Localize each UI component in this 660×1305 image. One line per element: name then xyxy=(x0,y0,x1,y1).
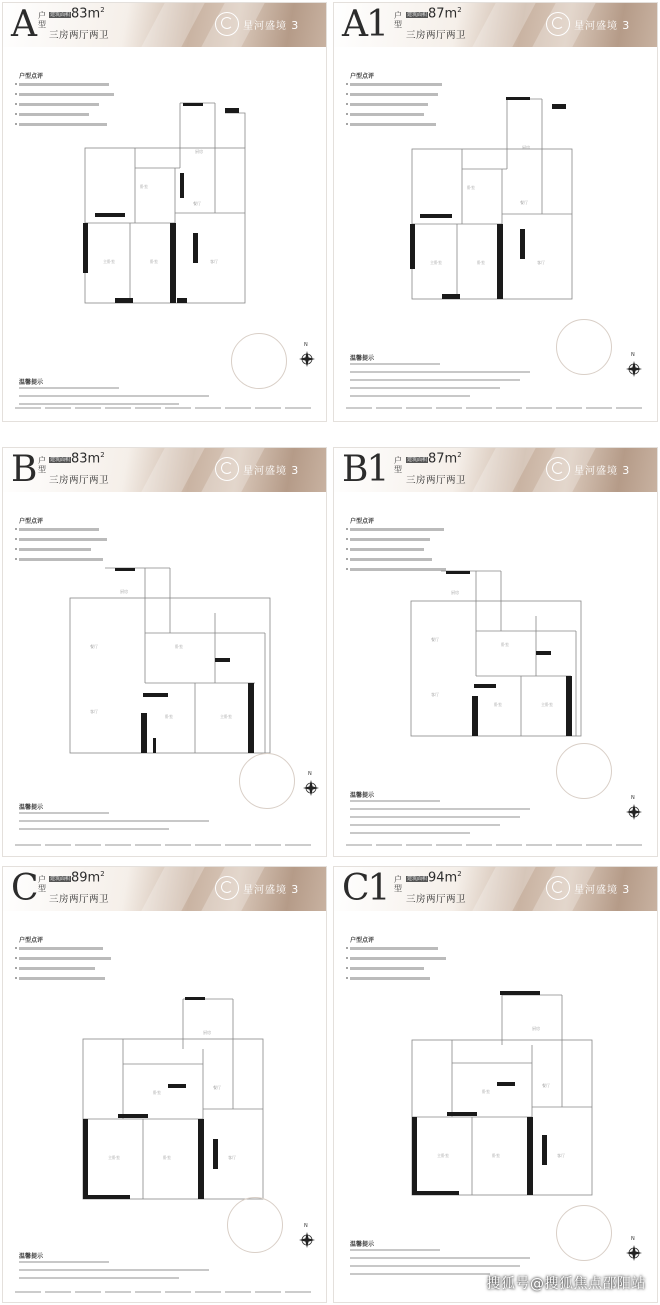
svg-text:卧室: 卧室 xyxy=(163,1155,171,1160)
svg-text:餐厅: 餐厅 xyxy=(193,201,201,206)
floorplan-card-b xyxy=(2,447,327,857)
svg-text:卧室: 卧室 xyxy=(140,184,148,189)
review-title: 户型点评 xyxy=(350,937,375,944)
layout-description: 三房两厅两卫 xyxy=(49,475,110,486)
disclaimer-line xyxy=(15,407,314,409)
card-header xyxy=(3,3,326,47)
building-key-map xyxy=(556,743,612,799)
building-key-map xyxy=(227,1197,283,1253)
brand-name: 星河盛境 3 xyxy=(243,464,300,477)
svg-text:主卧室: 主卧室 xyxy=(220,714,232,719)
floorplan-card-a xyxy=(2,2,327,422)
svg-text:卧室: 卧室 xyxy=(494,702,502,707)
tips-lines xyxy=(350,363,540,403)
review-bullets xyxy=(350,947,450,987)
layout-description: 三房两厅两卫 xyxy=(49,30,110,41)
svg-text:厨房: 厨房 xyxy=(120,589,128,594)
tips-title: 温馨提示 xyxy=(19,379,44,386)
unit-type-letter: B1 xyxy=(342,449,388,490)
disclaimer-line xyxy=(15,844,314,846)
area-tag: 建筑面积 xyxy=(50,457,71,463)
layout-description: 三房两厅两卫 xyxy=(406,475,467,486)
review-title: 户型点评 xyxy=(350,73,375,80)
unit-type-suffix: 户型 xyxy=(38,456,46,474)
svg-text:厨房: 厨房 xyxy=(195,149,203,154)
area-tag: 建筑面积 xyxy=(50,12,71,18)
area-tag: 建筑面积 xyxy=(50,876,71,882)
unit-type-letter: B xyxy=(11,449,36,490)
area-value: $89m^2$ xyxy=(71,870,105,886)
unit-type-suffix: 户型 xyxy=(38,875,46,893)
svg-text:客厅: 客厅 xyxy=(431,692,439,697)
svg-text:客厅: 客厅 xyxy=(537,260,545,265)
disclaimer-line xyxy=(346,844,645,846)
compass-icon: N xyxy=(626,361,642,377)
layout-description: 三房两厅两卫 xyxy=(406,894,467,905)
brand-logo-icon xyxy=(546,457,570,481)
card-header xyxy=(3,867,326,911)
unit-type-letter: C1 xyxy=(342,868,389,909)
disclaimer-line xyxy=(346,407,645,409)
disclaimer-line xyxy=(15,1291,314,1293)
svg-text:厨房: 厨房 xyxy=(451,590,459,595)
compass-icon: N xyxy=(626,804,642,820)
card-header xyxy=(334,867,657,911)
area-value: $87m^2$ xyxy=(428,6,462,22)
compass-icon: N xyxy=(299,351,315,367)
svg-text:餐厅: 餐厅 xyxy=(520,200,528,205)
building-key-map xyxy=(231,333,287,389)
brand-logo-icon xyxy=(215,12,239,36)
floorplan-card-c xyxy=(2,866,327,1303)
tips-title: 温馨提示 xyxy=(19,1253,44,1260)
svg-text:餐厅: 餐厅 xyxy=(213,1085,221,1090)
source-watermark: 搜狐号@搜狐焦点邵阳站 xyxy=(486,1276,646,1292)
floor-plan-drawing xyxy=(63,989,273,1204)
svg-text:餐厅: 餐厅 xyxy=(542,1083,550,1088)
svg-text:客厅: 客厅 xyxy=(557,1153,565,1158)
layout-description: 三房两厅两卫 xyxy=(406,30,467,41)
svg-text:卧室: 卧室 xyxy=(482,1089,490,1094)
brand-logo-icon xyxy=(215,876,239,900)
svg-text:主卧室: 主卧室 xyxy=(108,1155,120,1160)
svg-text:卧室: 卧室 xyxy=(153,1090,161,1095)
card-header xyxy=(334,448,657,492)
review-bullets xyxy=(19,947,119,987)
floor-plan-drawing xyxy=(65,563,275,763)
review-title: 户型点评 xyxy=(19,937,44,944)
area-tag: 建筑面积 xyxy=(407,457,428,463)
review-bullets xyxy=(19,528,119,568)
svg-text:厨房: 厨房 xyxy=(522,145,530,150)
tips-lines xyxy=(19,812,209,836)
building-key-map xyxy=(556,1205,612,1261)
building-key-map xyxy=(239,753,295,809)
area-value: $83m^2$ xyxy=(71,6,105,22)
brand-logo-icon xyxy=(546,876,570,900)
floorplan-card-b1 xyxy=(333,447,658,857)
unit-type-letter: A1 xyxy=(342,4,387,45)
svg-text:卧室: 卧室 xyxy=(492,1153,500,1158)
area-value: $87m^2$ xyxy=(428,451,462,467)
review-title: 户型点评 xyxy=(19,73,44,80)
svg-text:卧室: 卧室 xyxy=(165,714,173,719)
layout-description: 三房两厅两卫 xyxy=(49,894,110,905)
svg-text:客厅: 客厅 xyxy=(210,259,218,264)
svg-text:主卧室: 主卧室 xyxy=(103,259,115,264)
compass-icon: N xyxy=(299,1232,315,1248)
area-value: $94m^2$ xyxy=(428,870,462,886)
card-header xyxy=(334,3,657,47)
brand-name: 星河盛境 3 xyxy=(243,19,300,32)
brand-name: 星河盛境 3 xyxy=(243,883,300,896)
brand-name: 星河盛境 3 xyxy=(574,464,631,477)
floor-plan-drawing xyxy=(75,93,255,308)
svg-text:厨房: 厨房 xyxy=(532,1026,540,1031)
area-tag: 建筑面积 xyxy=(407,876,428,882)
tips-lines xyxy=(350,800,540,840)
floor-plan-drawing xyxy=(406,566,586,756)
svg-text:卧室: 卧室 xyxy=(467,185,475,190)
unit-type-suffix: 户型 xyxy=(394,456,402,474)
svg-text:卧室: 卧室 xyxy=(175,644,183,649)
unit-type-suffix: 户型 xyxy=(394,11,402,29)
svg-text:餐厅: 餐厅 xyxy=(431,637,439,642)
svg-text:主卧室: 主卧室 xyxy=(437,1153,449,1158)
tips-title: 温馨提示 xyxy=(350,792,375,799)
area-tag: 建筑面积 xyxy=(407,12,428,18)
svg-text:客厅: 客厅 xyxy=(228,1155,236,1160)
area-value: $83m^2$ xyxy=(71,451,105,467)
svg-text:卧室: 卧室 xyxy=(477,260,485,265)
brand-logo-icon xyxy=(215,457,239,481)
compass-icon: N xyxy=(626,1245,642,1261)
floorplan-card-c1 xyxy=(333,866,658,1303)
card-header xyxy=(3,448,326,492)
unit-type-letter: C xyxy=(11,868,37,909)
unit-type-letter: A xyxy=(11,4,35,45)
svg-text:客厅: 客厅 xyxy=(90,709,98,714)
review-title: 户型点评 xyxy=(19,518,44,525)
floorplan-card-a1 xyxy=(333,2,658,422)
floor-plan-drawing xyxy=(392,985,602,1200)
brand-name: 星河盛境 3 xyxy=(574,19,631,32)
unit-type-suffix: 户型 xyxy=(38,11,46,29)
unit-type-suffix: 户型 xyxy=(394,875,402,893)
building-key-map xyxy=(556,319,612,375)
svg-text:主卧室: 主卧室 xyxy=(541,702,553,707)
tips-title: 温馨提示 xyxy=(350,1241,375,1248)
brand-name: 星河盛境 3 xyxy=(574,883,631,896)
tips-title: 温馨提示 xyxy=(350,355,375,362)
svg-text:厨房: 厨房 xyxy=(203,1030,211,1035)
compass-icon: N xyxy=(303,780,319,796)
svg-text:卧室: 卧室 xyxy=(501,642,509,647)
review-title: 户型点评 xyxy=(350,518,375,525)
svg-text:餐厅: 餐厅 xyxy=(90,644,98,649)
svg-text:主卧室: 主卧室 xyxy=(430,260,442,265)
tips-lines xyxy=(19,1261,209,1285)
tips-title: 温馨提示 xyxy=(19,804,44,811)
brand-logo-icon xyxy=(546,12,570,36)
svg-text:卧室: 卧室 xyxy=(150,259,158,264)
floor-plan-drawing xyxy=(402,89,582,304)
